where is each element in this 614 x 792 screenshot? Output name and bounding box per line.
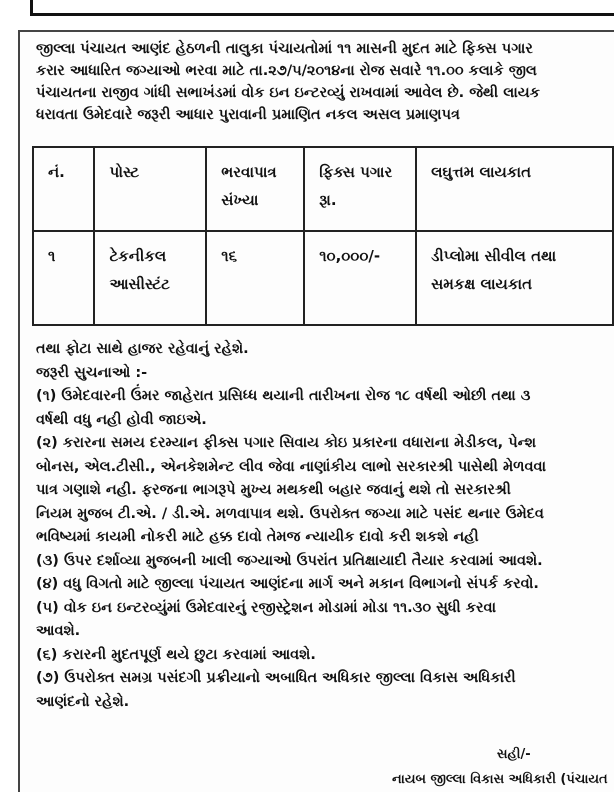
signature-mark: સહી/-: [497, 747, 531, 762]
body-line: (૧) ઉમેદવારની ઉંમર જાહેરાત પ્રસિધ્ધ થયાની તારીખના રોજ ૧૮ વર્ષથી ઓછી તથા ૩: [36, 388, 531, 404]
body-line: બોનસ, એલ.ટીસી., એનકેશમેન્ટ લીવ જેવા નાણાંકીય લાભો સરકારશ્રી પાસેથી મેળવવા: [36, 458, 547, 475]
header-fixed-salary: ફિક્સ પગાર રૂા.: [304, 147, 416, 231]
header-number: નં.: [33, 147, 94, 231]
body-line: (૨) કરારના સમય દરમ્યાન ફીક્સ પગાર સિવાય કોઇ પ્રકારના વધારાના મેડીકલ, પેન્શ: [36, 435, 537, 451]
body-line: પાત્ર ગણાશે નહી. ફરજના ભાગરૂપે મુખ્ય મથકથી બહાર જવાનું થશે તો સરકારશ્રી: [36, 482, 511, 498]
body-line: ભવિષ્યમાં કાયમી નોકરી માટે હક્ક દાવો તેમજ ન્યાયીક દાવો કરી શકશે નહી: [36, 529, 479, 545]
signatory-title: નાયબ જીલ્લા વિકાસ અધિકારી (પંચાયત: [392, 772, 608, 787]
cell-fixed-salary: ૧૦,૦૦૦/-: [304, 231, 416, 325]
body-line: (૭) ઉપરોક્ત સમગ્ર પસંદગી પ્રક્રીયાનો અબાધિત અધિકાર જીલ્લા વિકાસ અધિકારી: [36, 670, 516, 686]
body-line: (૪) વધુ વિગતો માટે જીલ્લા પંચાયત આણંદના માર્ગ અને મકાન વિભાગનો સંપર્ક કરવો.: [36, 576, 539, 592]
table-header-row: [33, 147, 613, 231]
header-vacancies: ભરવાપાત્ર સંખ્યા: [206, 147, 304, 231]
body-line: આણંદનો રહેશે.: [36, 693, 130, 710]
body-line: (૬) કરારની મુદતપૂર્ણ થયે છુટા કરવામાં આવશે.: [36, 646, 316, 663]
table-row: [33, 231, 613, 325]
header-post: પોસ્ટ: [94, 147, 206, 231]
cell-post: ટેકનીકલ આસીસ્ટંટ: [94, 231, 206, 325]
top-border-box: [30, 0, 614, 16]
posts-table: [32, 146, 614, 326]
body-line: જરૂરી સુચનાઓ :-: [36, 364, 148, 381]
cell-number: ૧: [33, 231, 94, 325]
body-line: વર્ષથી વધુ નહી હોવી જાઇએ.: [36, 411, 207, 428]
intro-line: પંચાયતના રાજીવ ગાંધી સભાખંડમાં વોક ઇન ઇન્ટરવ્યું રાખવામાં આવેલ છે. જેથી લાયક: [36, 85, 540, 101]
cell-min-qualification: ડીપ્લોમા સીવીલ તથા સમકક્ષ લાયકાત: [416, 231, 613, 325]
notice-body: [36, 338, 614, 714]
body-line: આવશે.: [36, 623, 81, 639]
body-line: (૩) ઉપર દર્શાવ્યા મુજબની ખાલી જગ્યાઓ ઉપરાંત પ્રતિક્ષાયાદી તૈયાર કરવામાં આવશે.: [36, 552, 543, 569]
body-line: નિયમ મુજબ ટી.એ. / ડી.એ. મળવાપાત્ર થશે. ઉપરોક્ત જગ્યા માટે પસંદ થનાર ઉમેદવ: [36, 505, 544, 522]
header-min-qualification: લઘુત્તમ લાયકાત: [416, 147, 613, 231]
body-line: (૫) વોક ઇન ઇન્ટરવ્યુંમાં ઉમેદવારનું રજીસ્ટ્રેશન મોડામાં મોડા ૧૧.૩૦ સુધી કરવા: [36, 599, 497, 616]
intro-line: ધરાવતા ઉમેદવારે જરૂરી આધાર પુરાવાની પ્રમાણિત નકલ અસલ પ્રમાણપત્ર: [36, 107, 460, 123]
body-line: તથા ફોટા સાથે હાજર રહેવાનું રહેશે.: [36, 341, 249, 357]
intro-line: જીલ્લા પંચાયત આણંદ હેઠળની તાલુકા પંચાયતોમાં ૧૧ માસની મુદત માટે ફિક્સ પગાર: [36, 41, 533, 57]
intro-line: કરાર આધારિત જગ્યાઓ ભરવા માટે તા.૨૭/૫/૨૦૧૪ના રોજ સવારે ૧૧.૦૦ કલાકે જીલ: [36, 63, 537, 79]
cell-vacancies: ૧૬: [206, 231, 304, 325]
notice-intro: [36, 38, 614, 126]
